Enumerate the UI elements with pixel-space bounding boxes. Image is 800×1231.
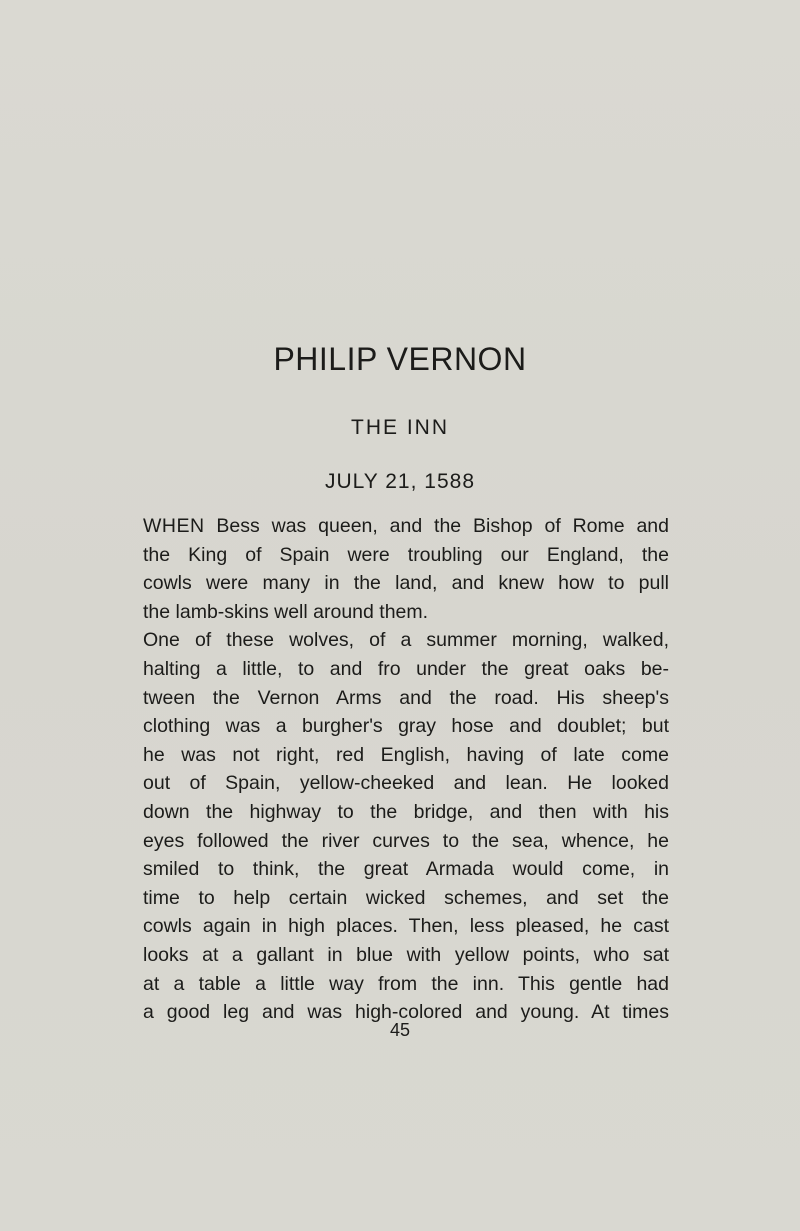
text-line: he was not right, red English, having of late come — [143, 743, 669, 766]
text-line: the lamb-skins well around them. — [143, 600, 429, 623]
body-text — [143, 512, 669, 1027]
text-line-rest: Bess was queen, and the Bishop of Rome and — [204, 515, 669, 537]
text-line: the King of Spain were troubling our England, the — [143, 543, 669, 566]
text-line: out of Spain, yellow-cheeked and lean. He looked — [143, 772, 669, 795]
text-line: looks at a gallant in blue with yellow points, who sat — [143, 943, 669, 966]
text-line: tween the Vernon Arms and the road. His sheep's — [143, 686, 669, 709]
text-line — [143, 512, 669, 541]
text-line: halting a little, to and fro under the great oaks be- — [143, 657, 669, 680]
text-line: down the highway to the bridge, and then with his — [143, 800, 669, 823]
lead-word: WHEN — [143, 515, 205, 537]
chapter-title: PHILIP VERNON — [273, 341, 527, 377]
text-line: time to help certain wicked schemes, and set the — [143, 886, 669, 909]
text-line: eyes followed the river curves to the sea, whence, he — [143, 829, 669, 852]
text-line: a good leg and was high-colored and young. At times — [143, 1001, 669, 1024]
page-number: 45 — [389, 1020, 411, 1040]
text-line: at a table a little way from the inn. This gentle had — [143, 972, 669, 995]
chapter-date: JULY 21, 1588 — [325, 470, 475, 493]
text-line: smiled to think, the great Armada would come, in — [143, 858, 669, 881]
text-line: clothing was a burgher's gray hose and doublet; but — [143, 715, 669, 738]
text-line: cowls again in high places. Then, less pleased, he cast — [143, 915, 669, 938]
text-line: cowls were many in the land, and knew how to pull — [143, 572, 669, 595]
chapter-subtitle: THE INN — [351, 416, 449, 439]
text-line: One of these wolves, of a summer morning, walked, — [143, 629, 669, 652]
